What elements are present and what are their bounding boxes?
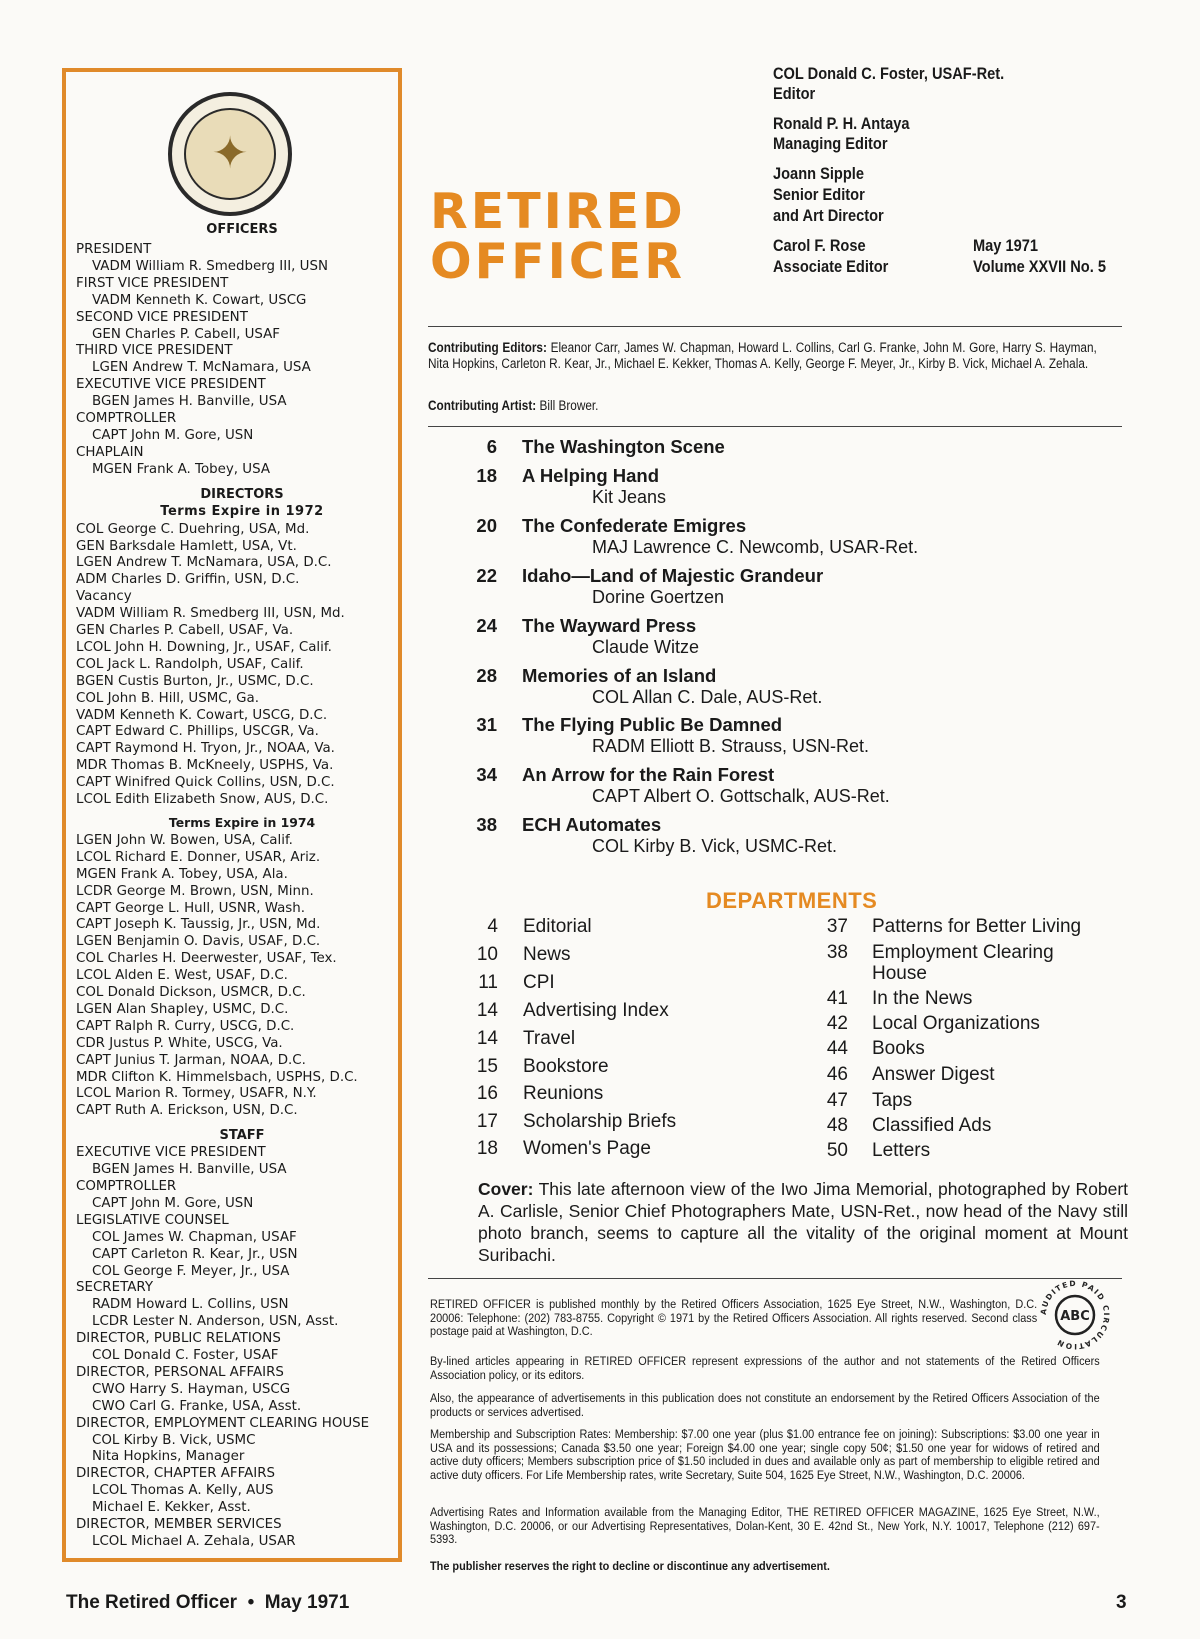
advertising-rates: Advertising Rates and Information available from the Managing Editor, THE RETIRED OFFICER MAGAZINE, 1625 Eye Street, N.W., Washington, D.C. 20006, or our Advertising Representatives, Dolan-Kent, 30 E. 42nd St., New York, N.Y. 10017, Telephone (212) 697-5393. <box>430 1505 1100 1547</box>
department-page-number: 14 <box>476 1028 498 1049</box>
contents-author: COL Allan C. Dale, AUS-Ret. <box>592 687 823 707</box>
department-page-number: 44 <box>826 1038 848 1059</box>
department-title: Bookstore <box>523 1056 609 1077</box>
contents-article-title: Idaho—Land of Majestic Grandeur <box>522 565 824 586</box>
director-name: GEN Barksdale Hamlett, USA, Vt. <box>76 538 297 554</box>
contributing-editors <box>428 340 1097 371</box>
staff-name: Michael E. Kekker, Asst. <box>92 1500 251 1516</box>
officer-title: EXECUTIVE VICE PRESIDENT <box>76 377 266 393</box>
contributing-editors-label: Contributing Editors: <box>428 340 547 355</box>
officer-title: COMPTROLLER <box>76 411 177 426</box>
contents-page-number: 24 <box>476 615 497 636</box>
officer-title: THIRD VICE PRESIDENT <box>76 343 233 359</box>
director-name: ADM Charles D. Griffin, USN, D.C. <box>76 572 300 588</box>
divider <box>428 1278 1122 1279</box>
department-title: Scholarship Briefs <box>523 1111 677 1132</box>
director-name: LCOL John H. Downing, Jr., USAF, Calif. <box>76 639 332 655</box>
director-name: LCOL Edith Elizabeth Snow, AUS, D.C. <box>76 792 329 807</box>
contents-page-number: 22 <box>476 565 497 586</box>
contents-page-number: 6 <box>486 436 497 457</box>
director-name: COL Charles H. Deerwester, USAF, Tex. <box>76 951 337 967</box>
senior-editor-name: Joann Sipple <box>773 164 864 183</box>
staff-name: CAPT John M. Gore, USN <box>92 1195 254 1211</box>
department-title: Reunions <box>523 1083 604 1104</box>
director-name: COL Donald Dickson, USMCR, D.C. <box>76 985 306 1000</box>
director-name: MDR Clifton K. Himmelsbach, USPHS, D.C. <box>76 1069 358 1085</box>
director-name: CAPT Raymond H. Tryon, Jr., NOAA, Va. <box>76 741 335 757</box>
department-title: Travel <box>523 1028 576 1049</box>
cover-label: Cover: <box>478 1179 534 1199</box>
director-name: GEN Charles P. Cabell, USAF, Va. <box>76 623 294 638</box>
staff-name: LCDR Lester N. Anderson, USN, Asst. <box>92 1314 339 1330</box>
department-title: Taps <box>872 1090 913 1111</box>
logo-officer: OFFICER <box>430 233 685 290</box>
department-page-number: 11 <box>478 972 498 993</box>
subscription-rates: Membership and Subscription Rates: Membership: $7.00 one year (plus $1.00 entrance fee on joining): Subscriptions: $3.00 one year in USA and its possessions; Canada $3.50 one year; Foreign $4.00 one year; single copy 50¢; $1.50 one year for widows of retired and active duty officers; Members subscription price of $1.50 included in dues and available only as part of membership to eligible retired and active duty officers. For Life Membership rates, write Secretary, Suite 504, 1625 Eye Street, N.W., Washington, D.C. 20006. <box>430 1427 1100 1482</box>
staff-title: DIRECTOR, CHAPTER AFFAIRS <box>76 1466 276 1482</box>
contributing-artist-text: Bill Brower. <box>539 398 599 413</box>
director-name: CDR Justus P. White, USCG, Va. <box>76 1035 283 1051</box>
cover-text: This late afternoon view of the Iwo Jima Memorial, photographed by Robert A. Carlisle, Senior Chief Photographers Mate, USN-Ret., now head of the Navy still photo branch, seems to capture all the vitality of the original moment at Mount Suribachi. <box>478 1179 1129 1265</box>
contents-page-number: 34 <box>476 764 497 785</box>
department-page-number: 38 <box>826 942 848 963</box>
department-page-number: 41 <box>826 988 848 1009</box>
director-name: BGEN Custis Burton, Jr., USMC, D.C. <box>76 673 314 689</box>
contents-article-title: Memories of an Island <box>522 665 717 686</box>
staff-name: BGEN James H. Banville, USA <box>92 1162 287 1178</box>
department-page-number: 46 <box>826 1064 848 1085</box>
director-name: CAPT Ralph R. Curry, USCG, D.C. <box>76 1018 295 1034</box>
svg-text:AUDITED PAID CIRCULATION: AUDITED PAID CIRCULATION <box>1038 1278 1112 1352</box>
issue-volume: Volume XXVII No. 5 <box>973 257 1106 276</box>
department-page-number: 42 <box>826 1013 848 1034</box>
issue-date: May 1971 <box>973 236 1039 255</box>
department-page-number: 4 <box>487 916 498 937</box>
staff-heading: STAFF <box>219 1128 265 1144</box>
contents-page-number: 20 <box>476 515 497 536</box>
director-name: LCOL Marion R. Tormey, USAFR, N.Y. <box>76 1086 317 1102</box>
department-page-number: 18 <box>476 1138 498 1159</box>
department-title: Advertising Index <box>523 1000 669 1021</box>
staff-title: COMPTROLLER <box>76 1179 177 1194</box>
officer-name: VADM William R. Smedberg III, USN <box>92 258 328 274</box>
department-page-number: 37 <box>826 916 848 937</box>
officers-box <box>62 68 402 1562</box>
director-name: VADM Kenneth K. Cowart, USCG, D.C. <box>76 707 328 723</box>
director-name: CAPT Joseph K. Taussig, Jr., USN, Md. <box>76 917 321 933</box>
department-title: News <box>523 944 571 965</box>
contents-article-title: An Arrow for the Rain Forest <box>522 764 775 785</box>
director-name: COL Jack L. Randolph, USAF, Calif. <box>76 656 304 672</box>
terms-1974-heading: Terms Expire in 1974 <box>168 814 316 830</box>
officer-title: FIRST VICE PRESIDENT <box>76 275 229 291</box>
staff-name: RADM Howard L. Collins, USN <box>92 1297 289 1313</box>
director-name: LGEN Benjamin O. Davis, USAF, D.C. <box>76 934 321 950</box>
staff-title: EXECUTIVE VICE PRESIDENT <box>76 1145 266 1161</box>
officer-name: CAPT John M. Gore, USN <box>92 427 254 443</box>
contents-author: MAJ Lawrence C. Newcomb, USAR-Ret. <box>592 537 919 557</box>
contents-author: COL Kirby B. Vick, USMC-Ret. <box>592 836 838 856</box>
department-title: House <box>872 963 927 984</box>
director-name: LGEN John W. Bowen, USA, Calif. <box>76 832 293 848</box>
managing-editor-role: Managing Editor <box>773 134 888 153</box>
contents-page-number: 18 <box>476 465 497 486</box>
director-name: CAPT Junius T. Jarman, NOAA, D.C. <box>76 1052 306 1068</box>
director-name: CAPT George L. Hull, USNR, Wash. <box>76 900 306 916</box>
department-page-number: 14 <box>476 1000 498 1021</box>
staff-name: COL George F. Meyer, Jr., USA <box>92 1263 290 1279</box>
department-page-number: 50 <box>826 1140 848 1161</box>
logo-retired: RETIRED <box>430 183 686 240</box>
department-title: Letters <box>872 1140 931 1161</box>
department-page-number: 47 <box>826 1090 848 1111</box>
staff-name: COL Donald C. Foster, USAF <box>92 1348 279 1363</box>
contents-page-number: 38 <box>476 814 497 835</box>
department-page-number: 16 <box>476 1083 498 1104</box>
staff-name: CWO Harry S. Hayman, USCG <box>92 1381 291 1397</box>
director-name: CAPT Edward C. Phillips, USCGR, Va. <box>76 724 319 740</box>
officer-name: LGEN Andrew T. McNamara, USA <box>92 360 311 376</box>
association-seal-icon: ✦ <box>168 92 292 216</box>
director-name: COL George C. Duehring, USA, Md. <box>76 521 310 537</box>
department-title: CPI <box>523 972 555 993</box>
director-name: LGEN Andrew T. McNamara, USA, D.C. <box>76 555 332 571</box>
contents-author: Dorine Goertzen <box>592 587 725 607</box>
directors-heading: DIRECTORS <box>200 486 284 502</box>
staff-title: DIRECTOR, PUBLIC RELATIONS <box>76 1331 281 1347</box>
editor-name: COL Donald C. Foster, USAF-Ret. <box>773 64 1005 83</box>
department-title: Local Organizations <box>872 1013 1040 1034</box>
contributing-editors-text: Eleanor Carr, James W. Chapman, Howard L. Collins, Carl G. Franke, John M. Gore, Harry S. Hayman, Nita Hopkins, Carleton R. Kear, Jr., Michael E. Kekker, Thomas A. Kelly, George F. Meyer, Jr., Kirby B. Vick, Michael A. Zehala. <box>428 340 1097 371</box>
officer-title: PRESIDENT <box>76 242 152 257</box>
contents-article-title: The Washington Scene <box>522 436 725 457</box>
department-page-number: 48 <box>826 1115 848 1136</box>
contents-author: RADM Elliott B. Strauss, USN-Ret. <box>592 736 870 756</box>
department-title: Employment Clearing <box>872 942 1054 963</box>
officer-name: VADM Kenneth K. Cowart, USCG <box>92 292 307 308</box>
director-name: MGEN Frank A. Tobey, USA, Ala. <box>76 866 288 882</box>
director-name: LCDR George M. Brown, USN, Minn. <box>76 883 314 899</box>
director-name: LCOL Alden E. West, USAF, D.C. <box>76 968 288 984</box>
director-name: Vacancy <box>76 589 132 605</box>
contents-author: Kit Jeans <box>592 487 667 507</box>
officer-name: GEN Charles P. Cabell, USAF <box>92 326 281 342</box>
staff-title: LEGISLATIVE COUNSEL <box>76 1212 229 1228</box>
associate-editor-role: Associate Editor <box>773 257 889 276</box>
contents-article-title: The Flying Public Be Damned <box>522 714 783 735</box>
officers-heading: OFFICERS <box>206 222 278 237</box>
contents-author: CAPT Albert O. Gottschalk, AUS-Ret. <box>592 786 890 806</box>
department-title: Women's Page <box>523 1138 651 1159</box>
department-title: Patterns for Better Living <box>872 916 1082 937</box>
divider <box>428 426 1122 427</box>
director-name: CAPT Ruth A. Erickson, USN, D.C. <box>76 1103 298 1119</box>
editor-role: Editor <box>773 84 816 103</box>
department-title: Classified Ads <box>872 1115 992 1136</box>
staff-title: DIRECTOR, PERSONAL AFFAIRS <box>76 1364 284 1380</box>
staff-title: DIRECTOR, MEMBER SERVICES <box>76 1517 282 1532</box>
director-name: VADM William R. Smedberg III, USN, Md. <box>76 606 345 622</box>
department-title: Books <box>872 1038 925 1059</box>
staff-name: LCOL Thomas A. Kelly, AUS <box>92 1483 274 1499</box>
staff-name: COL Kirby B. Vick, USMC <box>92 1432 256 1448</box>
officer-title: CHAPLAIN <box>76 444 144 460</box>
byline-notice: By-lined articles appearing in RETIRED OFFICER represent expressions of the author and not statements of the Retired Officers Association policy, or its editors. <box>430 1354 1100 1382</box>
advertisement-disclaimer: Also, the appearance of advertisements in this publication does not constitute an endorsement by the Retired Officers Association of the products or services advertised. <box>430 1391 1100 1419</box>
staff-title: SECRETARY <box>76 1280 154 1296</box>
svg-text:ABC: ABC <box>1060 1309 1090 1324</box>
publisher-reservation: The publisher reserves the right to decline or discontinue any advertisement. <box>430 1559 830 1573</box>
cover-caption <box>478 1178 1128 1266</box>
contents-article-title: The Confederate Emigres <box>522 515 747 536</box>
managing-editor-name: Ronald P. H. Antaya <box>773 114 910 133</box>
department-title: Answer Digest <box>872 1064 995 1085</box>
footer-title: The Retired Officer • May 1971 <box>66 1592 350 1613</box>
staff-name: CWO Carl G. Franke, USA, Asst. <box>92 1398 302 1414</box>
senior-editor-role: Senior Editor <box>773 185 865 204</box>
contributing-artist <box>428 398 1097 414</box>
contents-article-title: A Helping Hand <box>522 465 660 486</box>
departments-heading: DEPARTMENTS <box>706 888 878 913</box>
officer-title: SECOND VICE PRESIDENT <box>76 309 248 325</box>
staff-name: COL James W. Chapman, USAF <box>92 1229 297 1245</box>
staff-name: CAPT Carleton R. Kear, Jr., USN <box>92 1246 298 1262</box>
department-page-number: 10 <box>476 944 498 965</box>
associate-editor-name: Carol F. Rose <box>773 236 866 255</box>
contents-author: Claude Witze <box>592 637 700 657</box>
staff-name: LCOL Michael A. Zehala, USAR <box>92 1533 296 1549</box>
director-name: MDR Thomas B. McKneely, USPHS, Va. <box>76 758 334 774</box>
publication-notice: RETIRED OFFICER is published monthly by the Retired Officers Association, 1625 Eye Street, N.W., Washington, D.C. 20006: Telephone: (202) 783-8755. Copyright © 1971 by the Retired Officers Association. All rights reserved. Second class postage paid at Washington, D.C. <box>430 1297 1038 1339</box>
department-page-number: 15 <box>476 1056 498 1077</box>
contents-article-title: The Wayward Press <box>522 615 697 636</box>
officer-name: MGEN Frank A. Tobey, USA <box>92 461 271 477</box>
staff-title: DIRECTOR, EMPLOYMENT CLEARING HOUSE <box>76 1415 370 1431</box>
page-number: 3 <box>1116 1592 1127 1613</box>
department-title: In the News <box>872 988 973 1009</box>
audited-circulation-badge-icon <box>1036 1276 1114 1354</box>
director-name: CAPT Winifred Quick Collins, USN, D.C. <box>76 775 335 791</box>
contributing-artist-label: Contributing Artist: <box>428 398 537 413</box>
director-name: LGEN Alan Shapley, USMC, D.C. <box>76 1001 289 1017</box>
contents-page-number: 28 <box>476 665 497 686</box>
terms-1972-heading: Terms Expire in 1972 <box>160 503 324 519</box>
department-title: Editorial <box>523 916 592 937</box>
divider <box>428 326 1122 327</box>
officer-name: BGEN James H. Banville, USA <box>92 394 287 410</box>
contents-page-number: 31 <box>476 714 497 735</box>
staff-name: Nita Hopkins, Manager <box>92 1449 245 1465</box>
director-name: COL John B. Hill, USMC, Ga. <box>76 690 259 706</box>
contents-article-title: ECH Automates <box>522 814 662 835</box>
department-page-number: 17 <box>476 1111 498 1132</box>
director-name: LCOL Richard E. Donner, USAR, Ariz. <box>76 849 321 865</box>
art-director-role: and Art Director <box>773 206 884 225</box>
